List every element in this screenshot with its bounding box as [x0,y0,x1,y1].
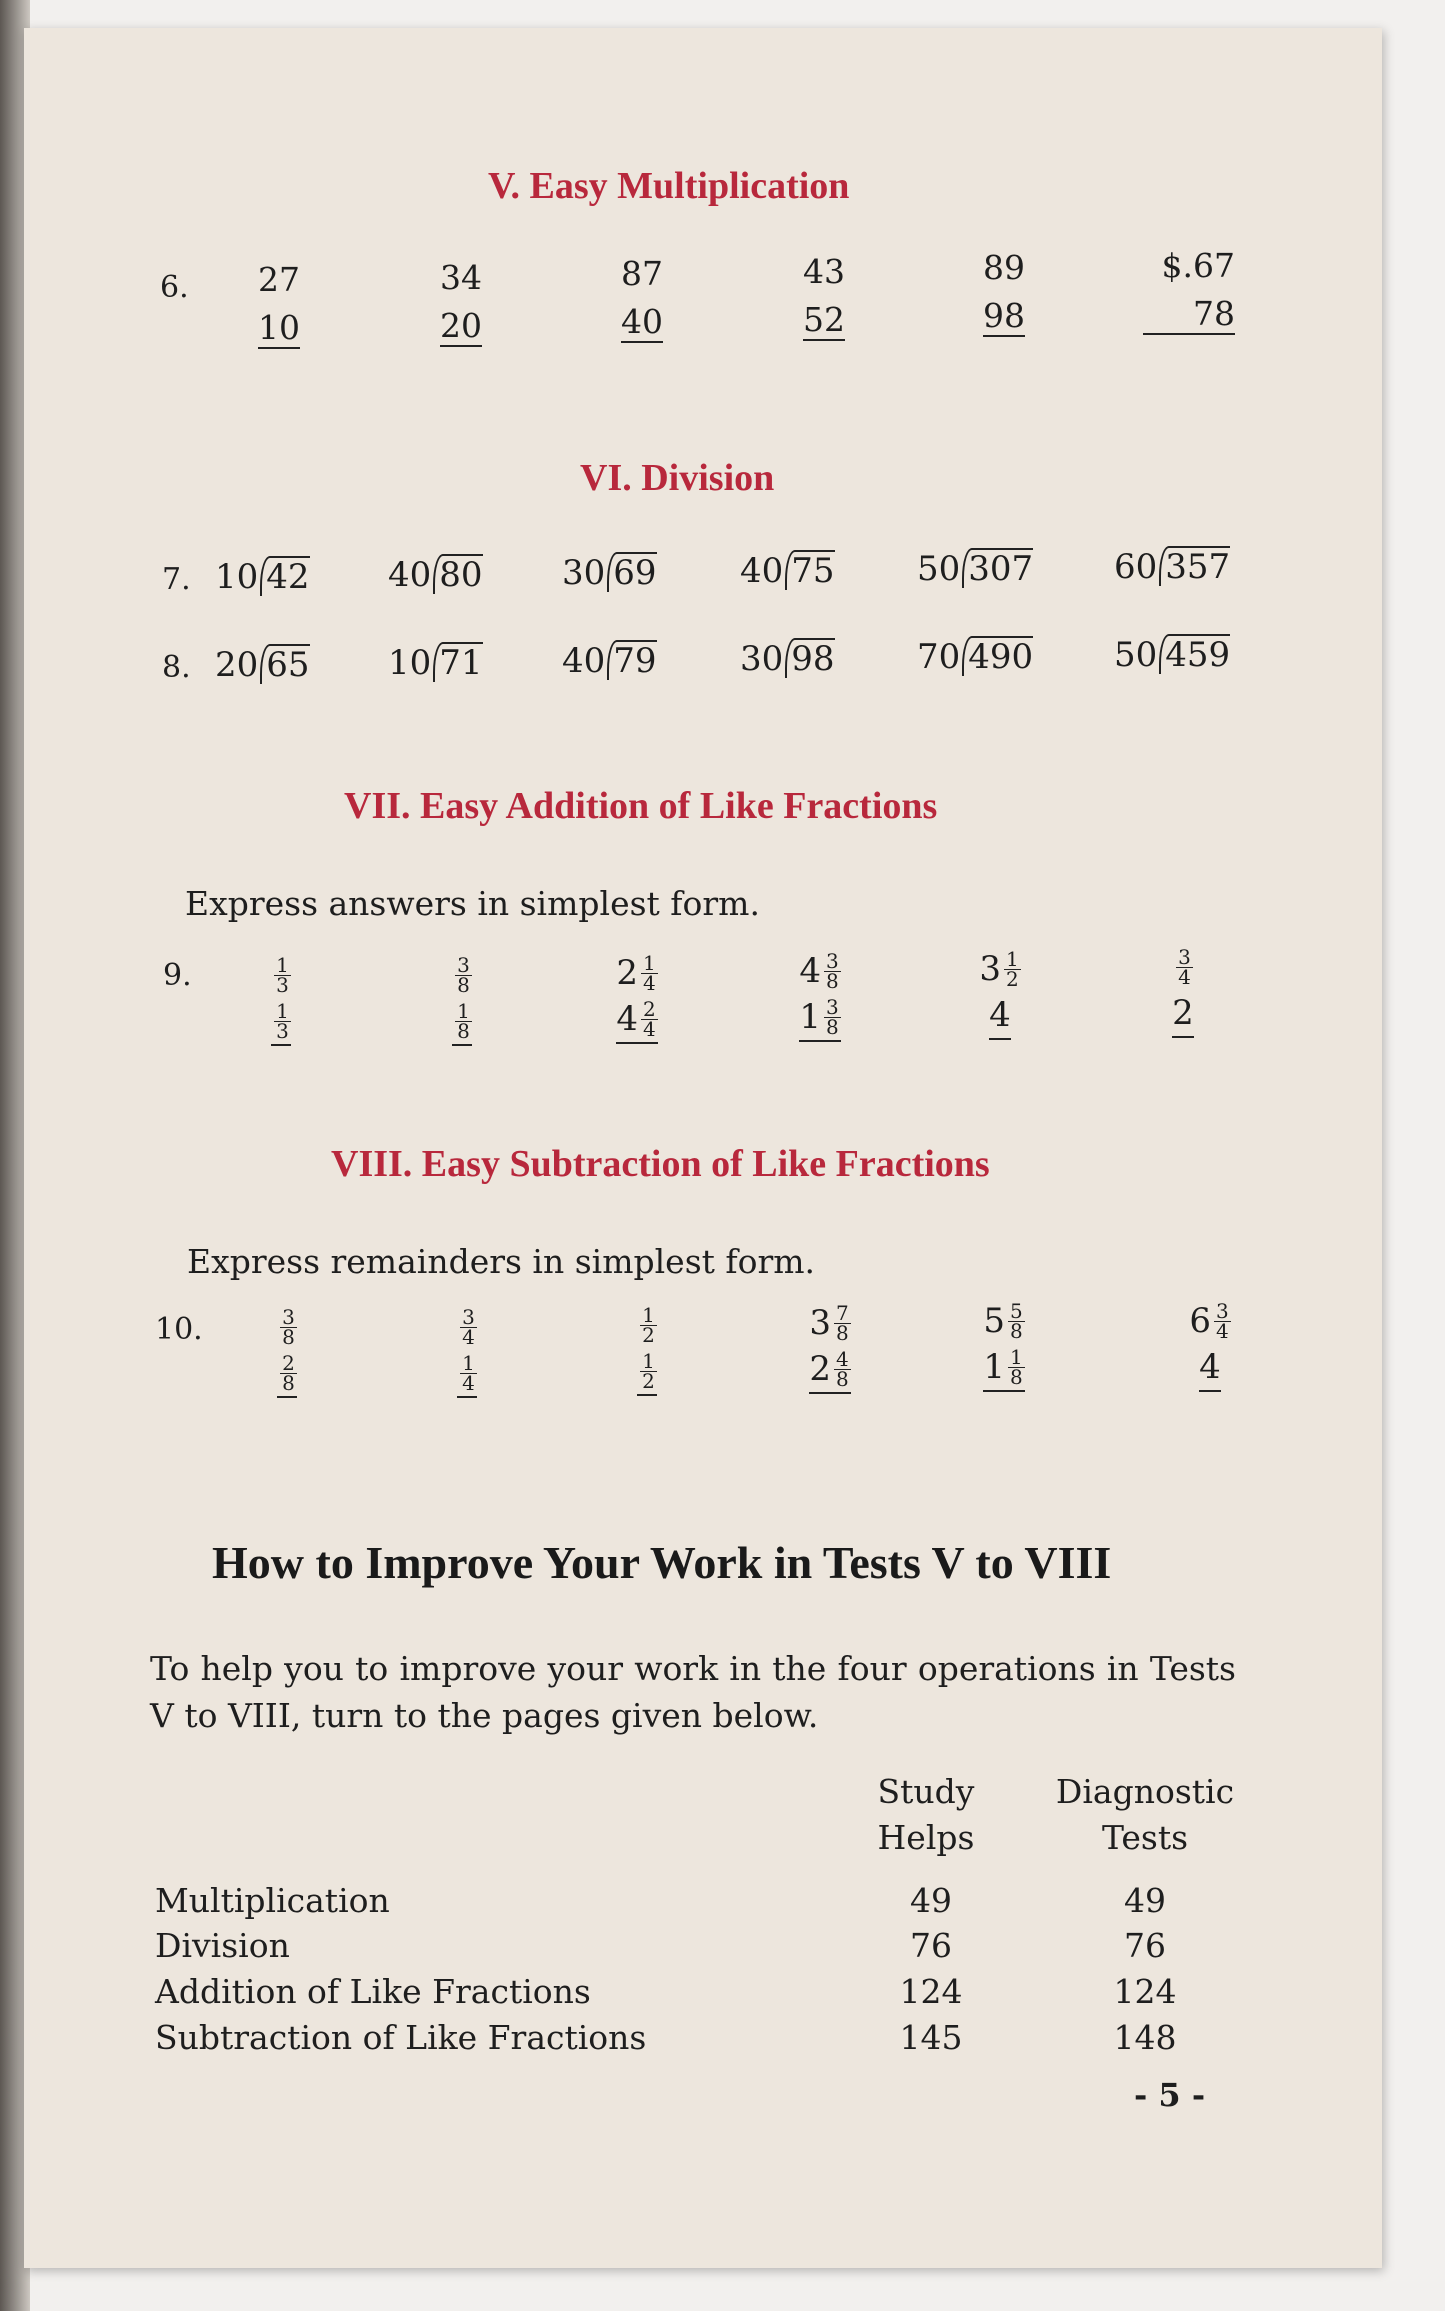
fraction [1214,1298,1231,1343]
fraction [460,1350,477,1395]
division-problem [917,636,1033,677]
fraction-problem [607,1302,687,1396]
section-vii-title: VII. Easy Addition of Like Fractions [344,785,938,827]
dividend: 459 [1159,634,1230,674]
divisor: 40 [562,641,606,681]
section-vi-title: VI. Division [580,457,775,499]
dividend: 71 [433,642,482,682]
numerator: 1 [457,998,470,1023]
fraction [641,996,658,1041]
multiplicand: 43 [803,252,845,291]
division-problem [740,638,835,679]
denominator: 8 [457,1018,470,1043]
col-header-diagnostic-line2: Tests [1101,1818,1189,1857]
dividend: 75 [785,550,834,590]
numerator: 4 [835,1346,849,1371]
whole-number: 4 [799,951,821,991]
multiplier-value: 10 [258,308,300,347]
fraction-problem [780,948,860,1042]
denominator: 4 [642,1016,656,1041]
row-label: Addition of Like Fractions [155,1972,591,2011]
multiplier-value: 78 [1143,294,1235,335]
first-term [799,948,840,994]
division-problem [388,554,483,595]
multiplicand: 89 [983,248,1025,287]
numerator: 1 [642,1302,655,1327]
fraction [640,1302,657,1347]
second-term [457,1350,477,1398]
whole-number: 2 [809,1349,831,1389]
multiplication-problem [160,256,300,352]
first-term [979,946,1020,992]
numerator: 1 [1005,946,1019,971]
fraction [280,1304,297,1349]
second-term [271,998,291,1046]
col-header-diagnostic-line1: Diagnostic [1055,1772,1235,1811]
division-problem [562,640,657,681]
fraction [640,1348,657,1393]
second-term [616,996,657,1044]
fraction [1004,946,1021,991]
dividend: 69 [607,552,656,592]
multiplication-problem [885,244,1025,340]
denominator: 3 [276,972,289,997]
row-label: Multiplication [155,1881,390,1920]
first-term [616,950,657,996]
divisor: 60 [1114,547,1158,587]
fraction-problem [422,952,502,1046]
denominator: 8 [835,1320,849,1345]
fraction [1008,1298,1025,1343]
fraction [834,1346,851,1391]
study-helps-page: 145 [899,2018,963,2057]
division-problem [917,548,1033,589]
numerator: 1 [276,998,289,1023]
first-term [277,1304,297,1350]
addition-instruction: Express answers in simplest form. [185,884,760,923]
diagnostic-tests-page: 76 [1124,1926,1166,1965]
division-problem [1114,634,1230,675]
second-term [637,1348,657,1396]
fraction [455,998,472,1043]
division-problem [740,550,835,591]
numerator: 7 [835,1300,849,1325]
dividend: 42 [260,556,309,596]
whole-number: 3 [809,1303,831,1343]
denominator: 4 [462,1370,475,1395]
fraction-problem [1170,1298,1250,1392]
section-v-title: V. Easy Multiplication [488,165,850,207]
division-problem [562,552,657,593]
first-term [457,1304,477,1350]
denominator: 4 [462,1324,475,1349]
diagnostic-tests-page: 49 [1124,1881,1166,1920]
division-problem [215,556,310,597]
second-term [983,1344,1024,1392]
denominator: 8 [282,1370,295,1395]
fraction [460,1304,477,1349]
division-problem [215,644,310,685]
fraction-problem [790,1300,870,1394]
fraction-problem [247,1304,327,1398]
multiplication-problem [342,254,482,350]
denominator: 4 [1215,1318,1229,1343]
multiplier [342,302,482,350]
second-term [989,992,1011,1040]
subtraction-instruction: Express remainders in simplest form. [187,1242,816,1281]
row-label: Division [155,1926,290,1965]
second-term [809,1346,850,1394]
numerator: 1 [642,950,656,975]
whole-number: 6 [1189,1301,1211,1341]
denominator: 2 [1005,966,1019,991]
numerator: 5 [1009,1298,1023,1323]
study-helps-page: 49 [910,1881,952,1920]
numerator: 1 [642,1348,655,1373]
dividend: 357 [1159,546,1230,586]
fraction [455,952,472,997]
dividend: 79 [607,640,656,680]
row-number-9: 9. [163,958,192,993]
section-viii-title: VIII. Easy Subtraction of Like Fractions [331,1143,990,1185]
whole-number: 4 [1199,1347,1221,1387]
divisor: 40 [740,551,784,591]
second-term [452,998,472,1046]
multiplication-problem [705,248,845,344]
whole-number: 2 [1172,993,1194,1033]
first-term [1189,1298,1230,1344]
numerator: 1 [462,1350,475,1375]
division-row-number: 7. [162,562,191,597]
col-header-study-line1: Study [877,1772,975,1811]
second-term [277,1350,297,1398]
second-term [799,994,840,1042]
fraction [641,950,658,995]
first-term [809,1300,850,1346]
row-label: Subtraction of Like Fractions [155,2018,647,2057]
multiplier-value: 98 [983,296,1025,335]
multiplicand: 87 [621,254,663,293]
fraction-problem [597,950,677,1044]
col-header-study-helps [846,1769,1006,1861]
whole-number: 4 [989,995,1011,1035]
numerator: 3 [1178,944,1191,969]
fraction [280,1350,297,1395]
dividend: 80 [433,554,482,594]
whole-number: 5 [983,1301,1005,1341]
improve-title: How to Improve Your Work in Tests V to VIII [212,1537,1112,1588]
denominator: 8 [457,972,470,997]
study-helps-page: 124 [899,1972,963,2011]
divisor: 50 [1114,635,1158,675]
numerator: 2 [282,1350,295,1375]
fraction-problem [427,1304,507,1398]
multiplier [705,296,845,344]
first-term [983,1298,1024,1344]
whole-number: 1 [799,997,821,1037]
diagnostic-tests-page: 124 [1113,1972,1177,2011]
multiplicand: 27 [258,260,300,299]
fraction [824,994,841,1039]
division-problem [388,642,483,683]
numerator: 3 [825,994,839,1019]
first-term [1173,944,1193,990]
multiplier-value: 20 [440,306,482,345]
divisor: 30 [562,553,606,593]
division-row-number: 8. [162,650,191,685]
page-number: - 5 - [1134,2076,1206,2114]
division-problem [1114,546,1230,587]
diagnostic-tests-page: 148 [1113,2018,1177,2057]
whole-number: 4 [616,999,638,1039]
fraction-problem [960,946,1040,1040]
denominator: 3 [276,1018,289,1043]
multiplier [523,298,663,346]
row-number-6: 6. [160,270,189,305]
fraction [1008,1344,1025,1389]
dividend: 65 [260,644,309,684]
second-term [1199,1344,1221,1392]
dividend: 490 [962,636,1033,676]
denominator: 8 [282,1324,295,1349]
multiplication-problem [1095,242,1235,338]
numerator: 1 [276,952,289,977]
col-header-study-line2: Helps [877,1818,975,1857]
whole-number: 3 [979,949,1001,989]
second-term [1172,990,1194,1038]
fraction [274,952,291,997]
first-term [452,952,472,998]
fraction [834,1300,851,1345]
fraction-problem [241,952,321,1046]
numerator: 2 [642,996,656,1021]
denominator: 8 [1009,1318,1023,1343]
denominator: 2 [642,1322,655,1347]
multiplier-value: 40 [621,302,663,341]
denominator: 4 [1178,964,1191,989]
divisor: 40 [388,555,432,595]
numerator: 3 [1215,1298,1229,1323]
first-term [637,1302,657,1348]
divisor: 10 [388,643,432,683]
denominator: 8 [1009,1364,1023,1389]
first-term [271,952,291,998]
denominator: 8 [825,968,839,993]
divisor: 30 [740,639,784,679]
dividend: 98 [785,638,834,678]
fraction [824,948,841,993]
multiplication-problem [523,250,663,346]
fraction [274,998,291,1043]
divisor: 70 [917,637,961,677]
multiplier [885,292,1025,340]
multiplicand: 34 [440,258,482,297]
numerator: 3 [457,952,470,977]
dividend: 307 [962,548,1033,588]
denominator: 2 [642,1368,655,1393]
col-header-diagnostic-tests [1040,1769,1250,1861]
divisor: 10 [215,557,259,597]
numerator: 3 [462,1304,475,1329]
multiplier [1095,290,1235,338]
study-helps-page: 76 [910,1926,952,1965]
denominator: 8 [835,1366,849,1391]
multiplier [160,304,300,352]
improve-paragraph: To help you to improve your work in the four operations in Tests V to VIII, turn to the pages given below. [150,1649,1236,1735]
fraction-problem [964,1298,1044,1392]
fraction [1176,944,1193,989]
multiplicand: $.67 [1161,246,1235,285]
numerator: 1 [1009,1344,1023,1369]
multiplier-value: 52 [803,300,845,339]
denominator: 4 [642,970,656,995]
divisor: 50 [917,549,961,589]
numerator: 3 [282,1304,295,1329]
numerator: 3 [825,948,839,973]
whole-number: 2 [616,953,638,993]
row-number-10: 10. [155,1312,203,1347]
fraction-problem [1143,944,1223,1038]
divisor: 20 [215,645,259,685]
denominator: 8 [825,1014,839,1039]
whole-number: 1 [983,1347,1005,1387]
